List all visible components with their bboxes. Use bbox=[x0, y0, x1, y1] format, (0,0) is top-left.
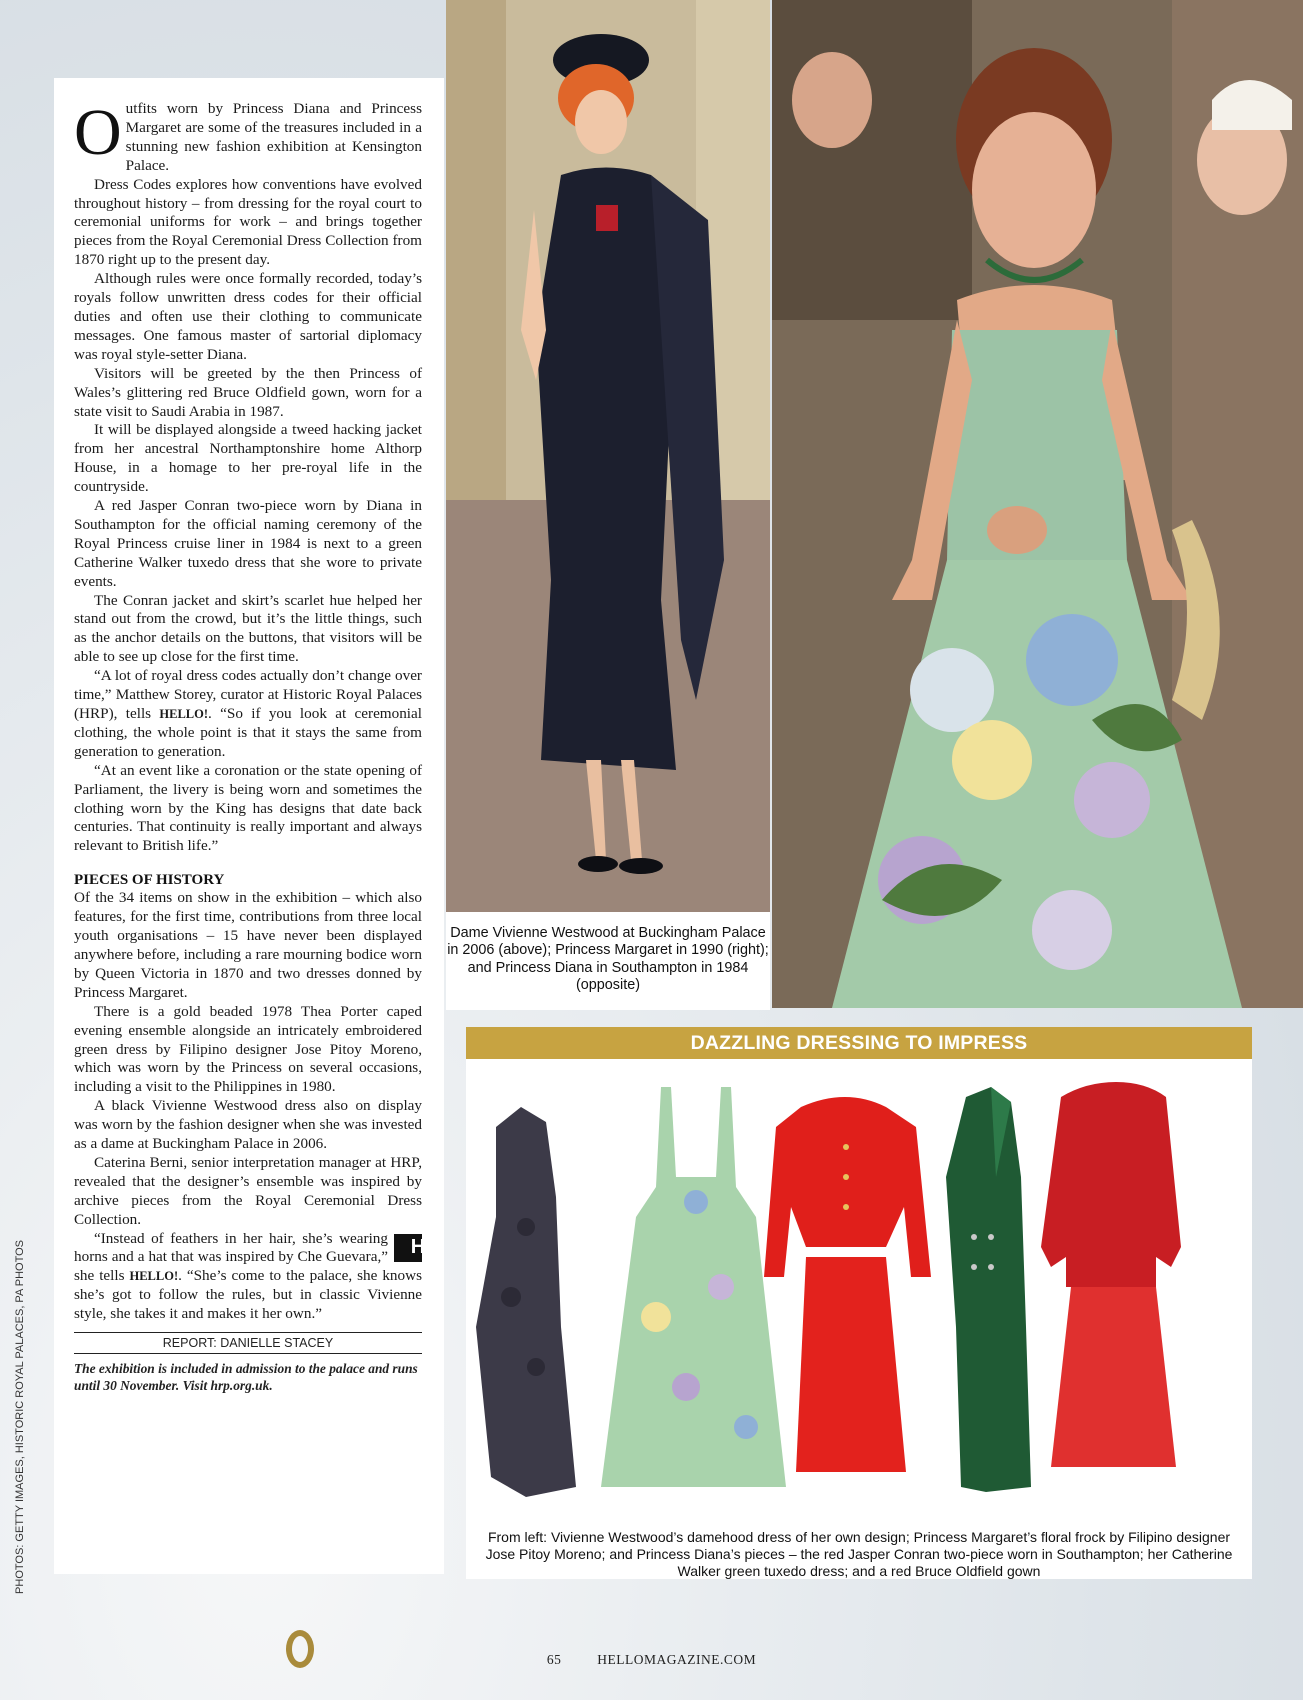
paragraph: Visitors will be greeted by the then Princess of Wales’s glittering red Bruce Oldfield gown, worn for a state visit to Saudi Arabia in 1987. bbox=[74, 364, 422, 420]
margaret-photo bbox=[772, 0, 1303, 1008]
paragraph: The Conran jacket and skirt’s scarlet hue helped her stand out from the crowd, but it’s the little things, such as the anchor details on the buttons, that visitors will be able to see up close for the first time. bbox=[74, 591, 422, 666]
feature-caption: From left: Vivienne Westwood’s damehood dress of her own design; Princess Margaret’s floral frock by Filipino designer Jose Pitoy Moreno; and Princess Diana’s pieces – the red Jasper Conran two-piece worn in Southampton; her Catherine Walker green tuxedo dress; and a red Bruce Oldfield gown bbox=[485, 1529, 1233, 1579]
paragraph: Outfits worn by Princess Diana and Princess Margaret are some of the treasures included in a stunning new fashion exhibition at Kensington Palace. bbox=[74, 96, 422, 174]
conran-jacket bbox=[764, 1097, 931, 1277]
paragraph: Dress Codes explores how conventions have evolved throughout history – from dressing for the royal court to ceremonial uniforms for work – and brings together pieces from the Royal Ceremonial Dress Collection from 1870 right up to the present day. bbox=[74, 175, 422, 269]
paragraph: A black Vivienne Westwood dress also on display was worn by the fashion designer when she was invested as a dame at Buckingham Palace in 2006. bbox=[74, 1097, 422, 1153]
oldfield-bodice bbox=[1041, 1082, 1181, 1287]
conran-skirt bbox=[796, 1257, 906, 1472]
oldfield-skirt bbox=[1051, 1287, 1176, 1467]
article-body bbox=[74, 96, 426, 1324]
dresses-feature-panel bbox=[466, 1027, 1252, 1579]
end-mark-badge: H bbox=[394, 1234, 422, 1262]
walker-tuxedo-dress bbox=[946, 1087, 1031, 1492]
article-column bbox=[54, 78, 444, 1574]
feature-title: DAZZLING DRESSING TO IMPRESS bbox=[466, 1027, 1252, 1059]
westwood-dress bbox=[476, 1107, 576, 1497]
drop-cap: O bbox=[74, 96, 122, 169]
westwood-illustration bbox=[446, 0, 770, 912]
paragraph: “At an event like a coronation or the state opening of Parliament, the livery is being worn and sometimes the clothing worn by the King has designs that date back centuries. That continuity is really important and always relevant to British life.” bbox=[74, 761, 422, 855]
website-url: HELLOMAGAZINE.COM bbox=[597, 1652, 757, 1667]
margaret-illustration bbox=[772, 0, 1303, 1008]
hello-brand: HELLO! bbox=[129, 1269, 179, 1284]
dresses-illustration bbox=[466, 1067, 1252, 1522]
page-footer bbox=[0, 1652, 1303, 1668]
westwood-photo bbox=[446, 0, 770, 912]
paragraph: Of the 34 items on show in the exhibition – which also features, for the first time, contributions from three local youth organisations – 15 have never been displayed anywhere before, including a rare mourning bodice worn by Queen Victoria in 1870 and two dresses donned by Princess Margaret. bbox=[74, 889, 422, 1001]
paragraph: It will be displayed alongside a tweed hacking jacket from her ancestral Northamptonshire home Althorp House, in a homage to her pre-royal life in the countryside. bbox=[74, 421, 422, 496]
byline: REPORT: DANIELLE STACEY bbox=[74, 1332, 422, 1354]
photo-caption: Dame Vivienne Westwood at Buckingham Palace in 2006 (above); Princess Margaret in 1990 (right); and Princess Diana in Southampton in 1984 (opposite) bbox=[446, 912, 770, 1010]
paragraph: H “Instead of feathers in her hair, she’s wearing horns and a hat that was inspired by Che Guevara,” she tells HELLO!. “She’s come to the palace, she knows she’s got to follow the rules, but in classic Vivienne style, she takes it and makes it her own.” bbox=[74, 1229, 426, 1323]
paragraph: Caterina Berni, senior interpretation manager at HRP, revealed that the designer’s ensemble was inspired by archive pieces from the Royal Ceremonial Dress Collection. bbox=[74, 1153, 422, 1228]
margaret-floral-dress bbox=[601, 1087, 786, 1487]
subheading: PIECES OF HISTORY bbox=[74, 872, 225, 889]
paragraph: Although rules were once formally recorded, today’s royals follow unwritten dress codes for their official duties and often use their clothing to communicate messages. One famous master of sartorial diplomacy was royal style-setter Diana. bbox=[74, 270, 422, 363]
hello-brand: HELLO! bbox=[159, 707, 209, 721]
exhibition-note: The exhibition is included in admission to the palace and runs until 30 November. Visit hrp.org.uk. bbox=[74, 1361, 418, 1394]
page-number: 65 bbox=[546, 1652, 562, 1667]
paragraph: There is a gold beaded 1978 Thea Porter caped evening ensemble alongside an intricately embroidered green dress by Filipino designer Jose Pitoy Moreno, which was worn by the Princess on several occasions, including a visit to the Philippines in 1980. bbox=[74, 1002, 422, 1096]
paragraph: “A lot of royal dress codes actually don’t change over time,” Matthew Storey, curator at Historic Royal Palaces (HRP), tells HELLO!. “So if you look at ceremonial clothing, the whole point is that it stays the same from generation to generation. bbox=[74, 667, 422, 760]
paragraph: A red Jasper Conran two-piece worn by Diana in Southampton for the official naming ceremony of the Royal Princess cruise liner in 1984 is next to a green Catherine Walker tuxedo dress that she wore to private events. bbox=[74, 497, 422, 590]
photo-credit: PHOTOS: GETTY IMAGES, HISTORIC ROYAL PALACES, PA PHOTOS bbox=[14, 1240, 26, 1594]
